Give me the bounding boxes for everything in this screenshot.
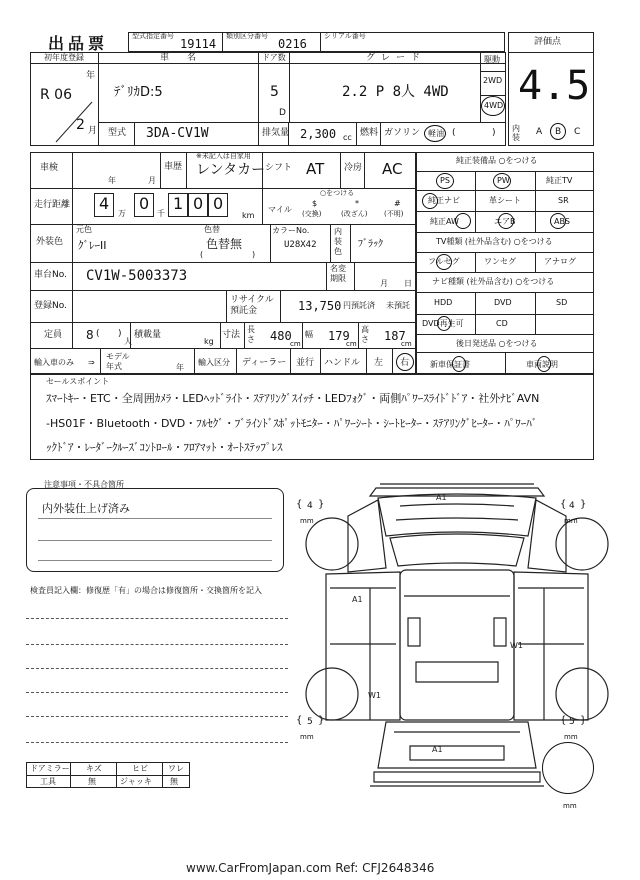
mile-label: マイル (268, 205, 292, 214)
diagram-w1-left: W1 (368, 691, 381, 700)
load-unit: kg (204, 337, 214, 346)
navi-dvd-play: DVD再生可 (422, 319, 464, 328)
doors-value: 5 (270, 84, 279, 100)
model-value: 3DA-CV1W (146, 126, 209, 141)
sales-label: セールスポイント (46, 377, 110, 386)
tread-fr-unit: mm (564, 517, 578, 525)
man-unit: 万 (118, 209, 126, 218)
sen-unit: 千 (157, 209, 165, 218)
equip-abs-circle (550, 213, 566, 229)
unknown-mark: # (394, 199, 401, 208)
mileage-digit-1: 4 (99, 194, 110, 213)
model-year-label: モデル年式 (106, 352, 130, 371)
shaken-year-unit: 年 (108, 176, 116, 185)
equip-pw: PW (497, 176, 510, 185)
height-label: 高さ (361, 325, 369, 344)
mirror-v4: 無 (170, 777, 178, 786)
recycle-label: リサイクル預託金 (230, 295, 274, 316)
ext-color-label: 外装色 (36, 237, 64, 247)
grade-label: グレード (366, 53, 427, 63)
interior-label: 内装 (512, 124, 520, 142)
model-year-unit: 年 (176, 363, 184, 372)
serial-label: シリアル番号 (324, 32, 366, 40)
tv-type-label: TV種類 (社外品含む) ○をつける (436, 237, 553, 246)
import-dealer: ディーラー (242, 358, 287, 368)
tread-fl: 4 (307, 501, 313, 511)
capacity-unit: 人 (124, 337, 132, 346)
model-label: 型式 (108, 128, 127, 138)
mirror-v2: 無 (88, 777, 96, 786)
km-unit: km (242, 211, 255, 220)
displacement-label: 排気量 (262, 128, 290, 138)
shaken-month-unit: 月 (148, 176, 156, 185)
equip-tv: 純正TV (546, 176, 573, 185)
sales-line-2: -HS01F・Bluetooth・DVD・ﾌﾙｾｸﾞ・ﾌﾞﾗｲﾝﾄﾞｽﾎﾟｯﾄﾓﾆﾀｰ・ﾊﾟﾜｰｼｰﾄ・ｼｰﾄﾋｰﾀｰ・ｽﾃｱﾘﾝｸﾞﾋｰﾀｰ・ﾊﾟﾜｰﾊﾞ (46, 417, 538, 430)
tv-oneseg: ワンセグ (484, 257, 516, 266)
capacity-value: 8 (86, 328, 94, 342)
fuel-gasoline: ガソリン (384, 128, 421, 138)
model-designation-value: 19114 (180, 37, 217, 51)
usage-value: レンタカー (196, 162, 266, 178)
height-value: 187 (384, 329, 406, 343)
handle-left: 左 (374, 358, 384, 368)
doors-label: ドア数 (262, 53, 286, 62)
first-reg-era: R 06 (40, 87, 72, 103)
score-label: 評価点 (534, 37, 562, 47)
load-label: 積載量 (134, 330, 162, 340)
equip-aw: 純正AW (430, 217, 459, 226)
equip-aw-circle (455, 213, 471, 229)
tread-rl-unit: mm (300, 733, 314, 741)
equip-navi: 純正ナビ (428, 196, 460, 205)
tread-fl-unit: mm (300, 517, 314, 525)
mirror-h1: ドアミラー (30, 764, 70, 773)
tread-rr-unit: mm (564, 733, 578, 741)
chassis-label: 車台No. (34, 270, 67, 280)
width-value: 179 (328, 329, 350, 343)
equip-navi-circle (422, 193, 438, 209)
navi-type-label: ナビ種類 (社外品含む) ○をつける (432, 277, 555, 286)
altered-label: (改ざん) (341, 210, 368, 218)
recycle-amount: 13,750 (298, 299, 342, 313)
usage-note: ※未記入は自家用 (196, 152, 251, 160)
mirror-v1: 工具 (40, 777, 56, 786)
equip-abs: ABS (554, 217, 570, 226)
handle-label: ハンドル (324, 358, 361, 368)
capacity-label: 定員 (44, 330, 63, 340)
chassis-value: CV1W-5003373 (86, 268, 188, 284)
int-color-value: ﾌﾞﾗｯｸ (358, 239, 383, 250)
tv-fullseg-circle (436, 254, 452, 270)
ac-value: AC (382, 160, 403, 178)
spare-tire-unit: mm (563, 802, 577, 810)
diagram-a1-bottom: A1 (432, 745, 443, 754)
diagram-a1-left: A1 (352, 595, 363, 604)
equip-ps: PS (440, 176, 450, 185)
import-type-label: 輸入区分 (198, 358, 230, 367)
shift-label: シフト (265, 163, 293, 173)
equip-airbag: エアB (494, 217, 516, 226)
inspector-label: 検査員記入欄：修復歴「有」の場合は修復箇所・交換箇所を記入 (30, 586, 262, 595)
category-label: 類別区分番号 (226, 32, 268, 40)
navi-dvd-play-circle (437, 316, 451, 331)
height-unit: cm (401, 340, 412, 348)
orig-color-value: ｸﾞﾚｰII (78, 239, 107, 252)
factory-equip-label: 純正装備品 ○をつける (456, 156, 538, 165)
width-unit: cm (346, 340, 357, 348)
later-warranty-circle (452, 356, 466, 372)
altered-mark: * (355, 199, 359, 208)
handle-right: 右 (400, 358, 410, 368)
equip-pw-circle (493, 173, 511, 189)
tread-rl: 5 (307, 717, 313, 727)
footer-watermark: www.CarFromJapan.com Ref: CFJ2648346 (186, 861, 435, 875)
sheet-title: 出品票 (48, 34, 109, 53)
reg-label: 登録No. (34, 301, 67, 311)
reg-slash (52, 100, 96, 146)
import-parallel: 並行 (296, 358, 315, 368)
recycle-unit: 円預託済 (343, 301, 375, 310)
import-label: 輸入車のみ (34, 358, 74, 367)
swap-mark: $ (312, 199, 318, 208)
color-change-value: 色替無 (206, 237, 243, 251)
mirror-v3: ジャッキ (120, 777, 152, 786)
color-change-label: 色替 (204, 225, 220, 234)
navi-dvd: DVD (494, 298, 512, 307)
later-manual-circle (537, 356, 551, 372)
drive-label: 駆動 (484, 55, 500, 64)
mileage-label: 走行距離 (34, 200, 71, 210)
first-reg-month: 2 (76, 117, 85, 133)
vehicle-name-label: 車名 (160, 53, 215, 63)
sales-line-3: ｯｸﾄﾞｱ・ﾚｰﾀﾞｰｸﾙｰｽﾞｺﾝﾄﾛｰﾙ・ﾌﾛｱﾏｯﾄ・ｵｰﾄｽﾃｯﾌﾟﾚｽ (46, 441, 283, 454)
displacement-unit: cc (343, 133, 352, 142)
fuel-diesel-circle (424, 125, 446, 142)
ac-label: 冷房 (344, 163, 363, 173)
shaken-label: 車検 (40, 163, 59, 173)
fuel-label: 燃料 (360, 128, 379, 138)
category-value: 0216 (278, 37, 307, 51)
length-label: 長さ (247, 325, 255, 344)
mileage-digit-5: 0 (213, 194, 224, 213)
diagram-w1-right: W1 (510, 641, 523, 650)
dims-label: 寸法 (222, 330, 241, 340)
recycle-not: 未預託 (386, 301, 410, 310)
later-warranty: 新車保証書 (430, 360, 470, 369)
drive-4wd-circle (481, 96, 505, 116)
score-value: 4.5 (518, 63, 591, 109)
mirror-h3: ヒビ (132, 764, 148, 773)
later-label: 後日発送品 ○をつける (456, 339, 538, 348)
tv-analog: アナログ (544, 257, 576, 266)
spare-tire-circle (542, 742, 594, 794)
equip-ps-circle (436, 173, 454, 189)
drive-2wd: 2WD (483, 76, 503, 85)
title-change-month: 月 (380, 279, 388, 288)
diagram-a1-top: A1 (436, 493, 447, 502)
handle-right-circle (396, 353, 414, 371)
usage-label: 車歴 (164, 162, 183, 172)
displacement-value: 2,300 (300, 127, 337, 141)
month-unit: 月 (88, 126, 98, 136)
title-change-label: 名変期限 (330, 264, 346, 283)
fuel-diesel: 軽油 (428, 129, 444, 138)
color-no-label: カラーNo. (272, 226, 310, 235)
first-reg-label: 初年度登録 (44, 53, 84, 62)
notes-line-1: 内外装仕上げ済み (42, 502, 130, 515)
width-label: 幅 (305, 330, 313, 339)
grade-value: 2.2 P 8人 4WD (342, 84, 449, 100)
shift-value: AT (306, 160, 325, 178)
mirror-h4: ワレ (168, 764, 184, 773)
mileage-digit-4: 0 (193, 194, 204, 213)
int-color-label: 内装色 (334, 227, 342, 256)
doors-suffix: D (279, 108, 286, 118)
vehicle-name: ﾃﾞﾘｶD:5 (114, 85, 163, 100)
navi-cd: CD (496, 319, 508, 328)
navi-hdd: HDD (434, 298, 453, 307)
notes-label: 注意事項・不具合箇所 (44, 480, 124, 489)
orig-color-label: 元色 (76, 225, 92, 234)
tv-fullseg: フルセグ (428, 257, 460, 266)
interior-b: B (555, 127, 562, 137)
navi-sd: SD (556, 298, 568, 307)
interior-c: C (574, 127, 581, 137)
year-unit: 年 (86, 71, 96, 81)
equip-airbag-circle (498, 213, 514, 229)
drive-4wd: 4WD (484, 101, 504, 110)
model-designation-label: 型式指定番号 (132, 32, 174, 40)
swap-label: (交換) (302, 210, 322, 218)
mirror-h2: キズ (86, 764, 102, 773)
mileage-digit-3: 1 (173, 194, 184, 213)
interior-b-circle (550, 123, 566, 140)
sales-line-1: ｽﾏｰﾄｷｰ・ETC・全周囲ｶﾒﾗ・LEDﾍｯﾄﾞﾗｲﾄ・ｽﾃｱﾘﾝｸﾞｽｲｯﾁ・LEDﾌｫｸﾞ・両側ﾊﾟﾜｰｽﾗｲﾄﾞﾄﾞｱ・社外ﾅﾋﾞAVN (46, 392, 540, 405)
length-value: 480 (270, 329, 292, 343)
unknown-label: (不明) (384, 210, 404, 218)
later-manual: 車両説明 (526, 360, 558, 369)
equip-sr: SR (558, 196, 569, 205)
tread-rr: 5 (569, 717, 575, 727)
mark-note: ○をつける (320, 189, 355, 197)
title-change-day: 日 (404, 279, 412, 288)
equip-leather: 革シート (489, 196, 521, 205)
tread-fr: 4 (569, 501, 575, 511)
mileage-digit-2: 0 (139, 194, 150, 213)
color-no-value: U28X42 (284, 240, 317, 250)
length-unit: cm (290, 340, 301, 348)
interior-a: A (536, 127, 543, 137)
